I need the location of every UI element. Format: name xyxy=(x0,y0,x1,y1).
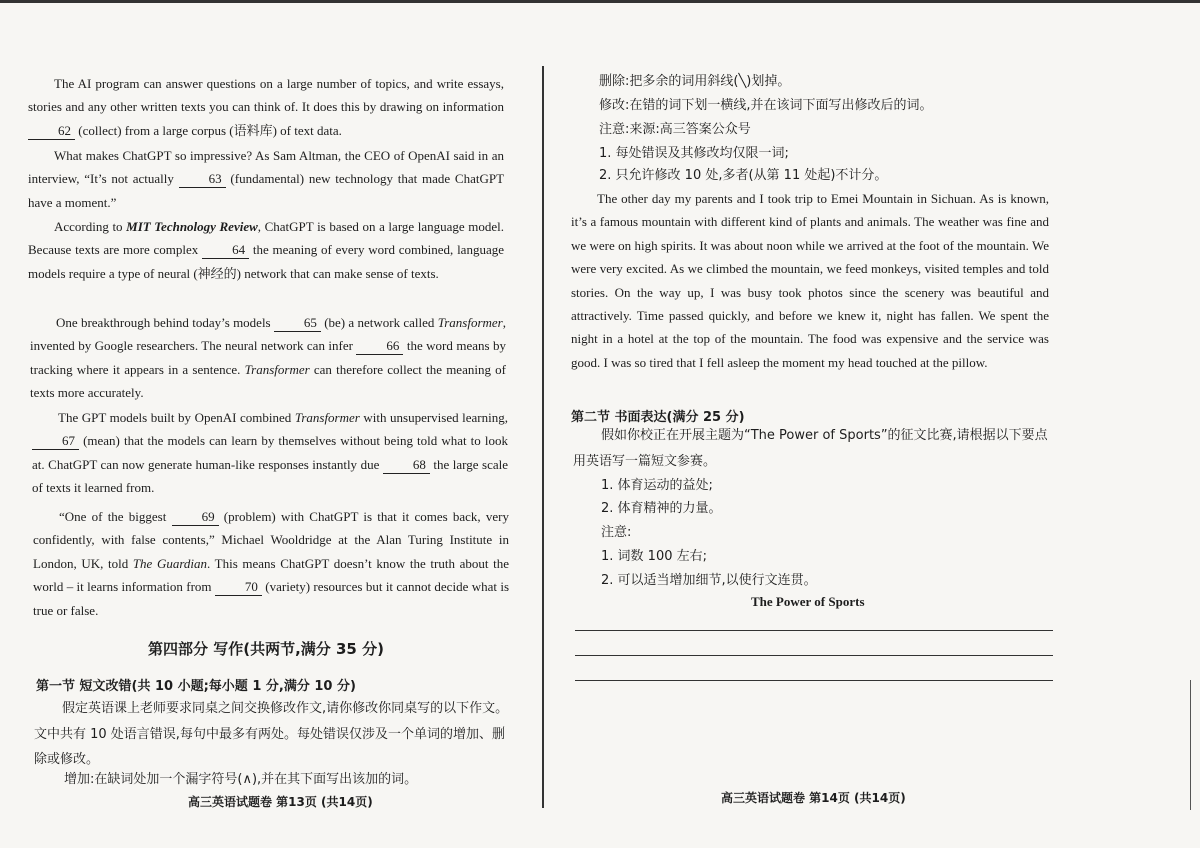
passage-paragraph-1: The AI program can answer questions on a large number of topics, and write essays, stories and any other written texts you can think of. It does this by drawing on information 62 (collect) from a large corpus (语料库) of text data. xyxy=(28,76,504,138)
part-four-heading: 第四部分 写作(共两节,满分 35 分) xyxy=(148,640,384,658)
error-correction-passage: The other day my parents and I took trip to Emei Mountain in Sichuan. As is known, it’s a famous mountain with different kind of plants and animals. The weather was fine and we were on high spirits. It was about noon while we arrived at the foot of the mountain. We were very excited. As we climbed the mountain, we feed monkeys, visited temples and told stories. On the way up, I was busy took photos since the scenery was beautiful and attractively. Time passed quickly, and before we knew it, night has fallen. We spent the night in a hotel at the top of the mountain. The food was expensive and the service was good. I was so tired that I fell asleep the moment my head touched at the pillow. xyxy=(571,191,1049,370)
section-one-heading: 第一节 短文改错(共 10 小题;每小题 1 分,满分 10 分) xyxy=(36,679,356,694)
point-1: 1. 体育运动的益处; xyxy=(601,478,713,493)
passage-paragraph-3: According to MIT Technology Review, ChatGPT is based on a large language model. Because texts are more complex 64 the meaning of every word combined, language models require a type of neural (神经的) network that can make sense of texts. xyxy=(28,219,505,281)
delete-rule: 删除:把多余的词用斜线(╲)划掉。 xyxy=(599,74,791,89)
writing-line-1[interactable] xyxy=(575,630,1053,631)
notice-label: 注意: xyxy=(601,525,632,540)
add-rule: 增加:在缺词处加一个漏字符号(∧),并在其下面写出该加的词。 xyxy=(64,772,418,787)
left-page-footer: 高三英语试题卷 第13页 (共14页) xyxy=(188,795,373,809)
section-two-prompt: 假如你校正在开展主题为“The Power of Sports”的征文比赛,请根据以下要点用英语写一篇短文参赛。 xyxy=(573,428,1048,469)
left-page xyxy=(28,0,514,848)
section-two-heading: 第二节 书面表达(满分 25 分) xyxy=(571,410,745,425)
point-2: 2. 体育精神的力量。 xyxy=(601,501,722,516)
section-one-instructions: 假定英语课上老师要求同桌之间交换修改作文,请你修改你同桌写的以下作文。文中共有 10 处语言错误,每句中最多有两处。每处错误仅涉及一个单词的增加、删除或修改。 xyxy=(34,701,509,767)
note-item-2: 2. 只允许修改 10 处,多者(从第 11 处起)不计分。 xyxy=(599,168,888,183)
essay-title: The Power of Sports xyxy=(751,594,865,609)
passage-paragraph-5: The GPT models built by OpenAI combined Transformer with unsupervised learning, 67 (mean) that the models can learn by themselves without being told what to look at. ChatGPT can now generate human-like responses instantly due 68 the large scale of texts it learned from. xyxy=(32,410,509,496)
page-right-edge xyxy=(1190,680,1191,810)
passage-paragraph-6: “One of the biggest 69 (problem) with ChatGPT is that it comes back, very confidently, with false contents,” Michael Wooldridge at the Alan Turing Institute in London, UK, told The Guardian. This means ChatGPT doesn’t know the truth about the world – it learns information from 70 (variety) resources but it cannot decide what is true or false. xyxy=(33,509,510,618)
modify-rule: 修改:在错的词下划一横线,并在该词下面写出修改后的词。 xyxy=(599,98,933,113)
passage-paragraph-2: What makes ChatGPT so impressive? As Sam Altman, the CEO of OpenAI said in an interview, “It’s not actually 63 (fundamental) new technology that made ChatGPT have a moment.” xyxy=(28,148,505,210)
note-line: 注意:来源:高三答案公众号 xyxy=(599,122,751,137)
notice-1: 1. 词数 100 左右; xyxy=(601,549,707,564)
page-divider xyxy=(542,66,544,808)
writing-line-3[interactable] xyxy=(575,680,1053,681)
writing-line-2[interactable] xyxy=(575,655,1053,656)
passage-paragraph-4: One breakthrough behind today’s models 65 (be) a network called Transformer, invented by Google researchers. The neural network can infer 66 the word means by tracking where it appears in a sentence. Transformer can therefore collect the meaning of texts more accurately. xyxy=(30,315,507,401)
right-page-footer: 高三英语试题卷 第14页 (共14页) xyxy=(721,791,906,805)
right-page xyxy=(571,0,1051,848)
notice-2: 2. 可以适当增加细节,以使行文连贯。 xyxy=(601,573,817,588)
note-item-1: 1. 每处错误及其修改均仅限一词; xyxy=(599,146,789,161)
